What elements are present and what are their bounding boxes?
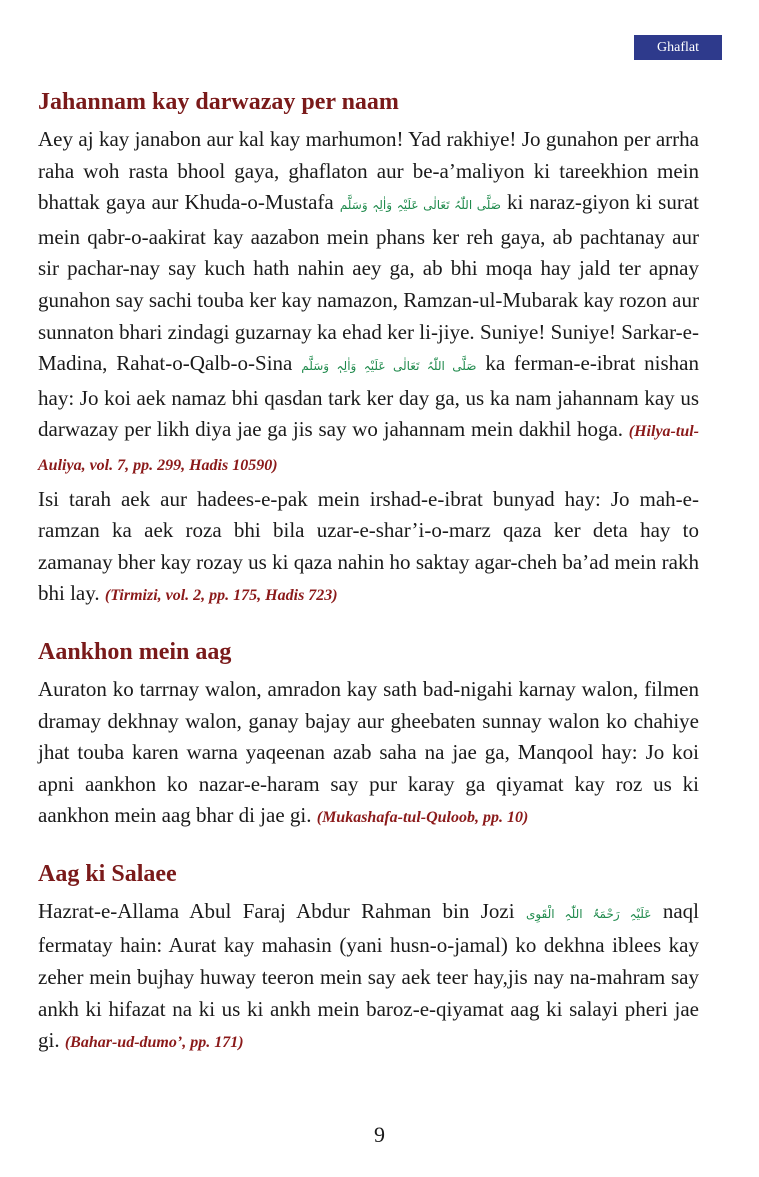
- salutation-arabic: صَلَّی اللّٰہُ تَعَالٰی عَلَیْہِ وَاٰلِہٖ وَسَلَّم: [339, 198, 501, 213]
- paragraph-text: Hazrat-e-Allama Abul Faraj Abdur Rahman bin Jozi: [38, 898, 526, 923]
- paragraph-text: ki naraz-giyon ki surat mein qabr-o-aakirat kay aazabon mein phans ker reh gaya, ab pachtanay aur sir pachar-nay say kuch hath nahin aey ga, ab bhi moqa hay jald ter apnay gunahon say sachi touba ker kay namazon, Ramzan-ul-Mubarak kay rozon aur sunnaton bhari zindagi guzarnay ka ehad ker li-jiye. Suniye! Suniye! Sarkar-e-Madina, Rahat-o-Qalb-o-Sina: [38, 190, 699, 376]
- section-heading: Jahannam kay darwazay per naam: [38, 89, 399, 115]
- paragraph: [38, 484, 699, 612]
- paragraph-text: naql fermatay hain: Aurat kay mahasin (yani husn-o-jamal) ko dekhna iblees kay zeher mein bujhay huway teeron mein say aek teer hay,jis nay na-mahram say ankh ki hifazat na ki us ki ankh mein baroz-e-qiyamat aag ki salayi pheri jae gi.: [38, 898, 699, 1053]
- page-number: 9: [374, 1122, 385, 1147]
- salutation-arabic: صَلَّی اللّٰہُ تَعَالٰی عَلَیْہِ وَاٰلِہٖ وَسَلَّم: [301, 359, 477, 374]
- citation: (Bahar-ud-dumo’, pp. 171): [64, 1034, 244, 1052]
- honorific-arabic: عَلَیْہِ رَحْمَۃُ اللّٰہِ الْقَوِی: [525, 906, 652, 921]
- page-content: [38, 86, 699, 1059]
- citation: (Hilya-tul-Auliya, vol. 7, pp. 299, Hadis 10590): [38, 423, 699, 474]
- paragraph: [38, 674, 699, 834]
- citation: (Tirmizi, vol. 2, pp. 175, Hadis 723): [104, 587, 338, 605]
- section-heading: Aag ki Salaee: [38, 860, 177, 887]
- chapter-tag: Ghaflat: [634, 35, 722, 60]
- paragraph: [38, 896, 699, 1059]
- paragraph-text: ka ferman-e-ibrat nishan hay: Jo koi aek namaz bhi qasdan tark ker day ga, us ka nam jahannam kay us darwazay per likh diya jae ga jis say wo jahannam mein dakhil hoga.: [38, 351, 699, 442]
- citation: (Mukashafa-tul-Quloob, pp. 10): [316, 809, 529, 827]
- paragraph: [38, 124, 699, 482]
- paragraph-text: Aey aj kay janabon aur kal kay marhumon! Yad rakhiye! Jo gunahon per arrha raha woh rasta bhool gaya, ghaflaton aur be-a’maliyon ki tareekhion mein bhattak gaya aur Khuda-o-Mustafa: [38, 127, 699, 215]
- paragraph-text: Auraton ko tarrnay walon, amradon kay sath bad-nigahi karnay walon, filmen dramay dekhnay walon, ganay bajay aur gheebaten sunnay walon ko chahiye jhat touba karen warna yaqeenan azab saha na jae ga, Manqool hay: Jo koi apni aankhon ko nazar-e-haram say pur karay ga qiyamat kay roz us ki aankhon mein aag bhar di jae gi.: [38, 676, 699, 828]
- paragraph-text: Isi tarah aek aur hadees-e-pak mein irshad-e-ibrat bunyad hay: Jo mah-e-ramzan ka aek roza bhi bila uzar-e-shar’i-o-marz qaza ker deta hay to zamanay bher kay rozay us ki qaza nahin ho saktay agar-cheh ba’ad mein rakh bhi lay.: [38, 486, 699, 606]
- section-heading: Aankhon mein aag: [38, 638, 232, 665]
